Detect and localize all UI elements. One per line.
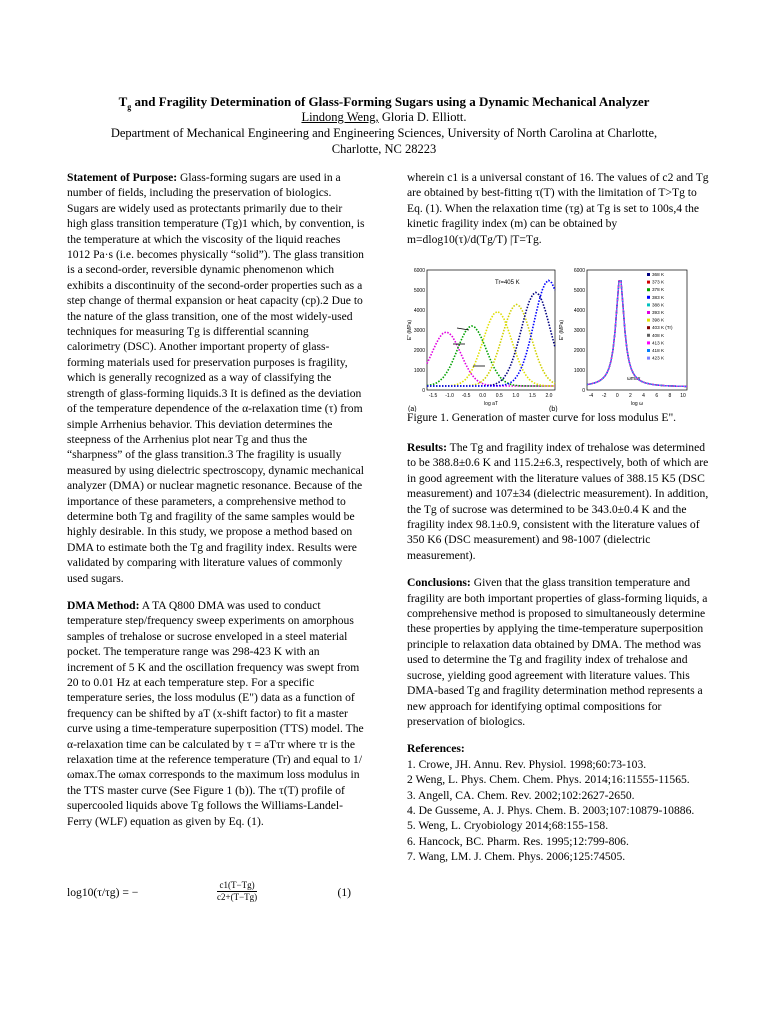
- legend-entry: 398 K: [652, 317, 665, 323]
- panel-a-xtick: -0.5: [461, 393, 471, 399]
- panel-b-xtick: 6: [655, 393, 659, 399]
- panel-b-ytick: 0: [582, 388, 585, 394]
- panel-a-ytick: 4000: [413, 308, 425, 314]
- panel-a-xtick: 0.5: [495, 393, 503, 399]
- panel-a-ytick: 0: [422, 388, 425, 394]
- author-line: [40, 110, 728, 125]
- panel-a-xtick: 2.0: [545, 393, 553, 399]
- legend-entry: 378 K: [652, 287, 665, 293]
- dma-heading: DMA Method:: [67, 598, 140, 612]
- panel-a-ytick: 3000: [413, 328, 425, 334]
- references-list: [407, 757, 710, 865]
- panel-b-xtick: 8: [668, 393, 672, 399]
- panel-a-xtick: 1.5: [528, 393, 536, 399]
- panel-b-ylabel: E" (MPa): [559, 319, 565, 341]
- legend-marker: [647, 341, 650, 344]
- legend-marker: [647, 296, 650, 299]
- right-column-lower: [407, 440, 710, 865]
- panel-b-xtick: 0: [615, 393, 619, 399]
- right-column: [407, 170, 710, 259]
- references-section: [407, 741, 710, 864]
- continuation-paragraph: wherein c1 is a universal constant of 16. The values of c2 and Tg are obtained by best-fitting τ(T) with the limitation of T>Tg to Eq. (1). When the relaxation time (τg) at Tg is set to 100s,4 the kinetic fragility index (m) can be obtained by m=dlog10(τ)/d(Tg/T) |T=Tg.: [407, 171, 709, 246]
- left-column: [67, 170, 365, 841]
- legend-entry: 368 K: [652, 272, 665, 277]
- panel-a-xtick: -1.5: [428, 393, 438, 399]
- conclusions-text: Given that the glass transition temperature and fragility are both important properties of glass-forming liquids, a comprehensive method is proposed to simultaneously determine these properties by applying the time-temperature superposition principle to relaxation data obtained by DMA. The method was used to determine the Tg and fragility index of trehalose and sucrose, yielding good agreement with literature values. This DMA-based Tg and fragility determination method represents a new approach for identifying optimal compositions for preservation of biologics.: [407, 576, 708, 728]
- panel-b-xtick: -4: [588, 393, 594, 399]
- panel-a-ytick: 2000: [413, 348, 425, 354]
- legend-entry: 403 K (Tr): [652, 325, 673, 331]
- results-text: The Tg and fragility index of trehalose was determined to be 388.8±0.6 K and 115.2±6.3, respectively, both of which are in good agreement with the literature values of 388.15 K5 (DSC measurement) and 107±34 (dielectric measurement). In addition, the Tg of sucrose was determined to be 343.0±0.4 K and the fragility index 98.1±0.9, consistent with the literature values of 350 K6 (DSC measurement) and 98-1007 (dielectric measurement).: [407, 441, 709, 562]
- reference-item: 6. Hancock, BC. Pharm. Res. 1995;12:799-806.: [407, 834, 629, 848]
- panel-a-ytick: 6000: [413, 268, 425, 274]
- legend-marker: [647, 281, 650, 284]
- equation-denominator: c2+(T−Tg): [217, 892, 258, 902]
- results-heading: Results:: [407, 441, 447, 454]
- panel-b-xtick: 4: [642, 393, 645, 399]
- equation-lhs: log10(τ/τg) = −: [67, 886, 139, 899]
- reference-item: 2 Weng, L. Phys. Chem. Chem. Phys. 2014;16:11555-11565.: [407, 773, 690, 787]
- title-t: T: [118, 94, 128, 109]
- legend-entry: 383 K: [652, 294, 665, 300]
- legend-marker: [647, 303, 650, 306]
- results-paragraph: [407, 440, 710, 563]
- dma-paragraph: [67, 598, 365, 829]
- panel-b-xtick: -2: [601, 393, 607, 399]
- panel-b-xtick: 2: [629, 393, 632, 399]
- panel-a-xtick: 1.0: [512, 393, 520, 399]
- references-heading: References:: [407, 742, 465, 756]
- panel-b-xtick: 10: [680, 393, 686, 399]
- panel-b-label: (b): [549, 406, 558, 412]
- legend-marker: [647, 326, 650, 329]
- panel-a-xtick: 0.0: [479, 393, 487, 399]
- panel-a-ytick: 1000: [413, 368, 425, 374]
- reference-item: 3. Angell, CA. Chem. Rev. 2002;102:2627-2650.: [407, 788, 635, 802]
- reference-item: 1. Crowe, JH. Annu. Rev. Physiol. 1998;60:73-103.: [407, 757, 647, 771]
- conclusions-paragraph: [407, 575, 710, 729]
- panel-b-ytick: 3000: [573, 328, 585, 334]
- legend-marker: [647, 319, 650, 322]
- legend-marker: [647, 349, 650, 352]
- dma-text: A TA Q800 DMA was used to conduct temperature step/frequency sweep experiments on amorphous samples of trehalose or sucrose enveloped in a steel material pocket. The temperature range was 298-423 K with an increment of 5 K and the oscillation frequency was swept from 20 to 0.01 Hz at each temperature step. For a specific temperature series, the loss modulus (E") data as a function of frequency can be shifted by aT (x-shift factor) to fit a master curve using a time-temperature superposition (TTS) model. The α-relaxation time can be calculated by τ = aTτr where τr is the relaxation time at the reference temperature (Tr) and equal to 1/ωmax.The ωmax corresponds to the maximum loss modulus in the TTS master curve (See Figure 1 (b)). The τ(T) profile of supercooled liquids above Tg follows the Williams-Landel-Ferry (WLF) equation as given by Eq. (1).: [67, 598, 364, 828]
- author-secondary: Gloria D. Elliott.: [378, 110, 467, 124]
- affiliation-city: Charlotte, NC 28223: [331, 142, 437, 156]
- equation-number: (1): [337, 886, 351, 899]
- legend-entry: 408 K: [652, 332, 665, 338]
- legend-entry: 393 K: [652, 310, 665, 315]
- panel-a-ylabel: E" (MPa): [407, 319, 413, 341]
- panel-b-xlabel: log ω: [631, 401, 643, 407]
- panel-b-annotation: ωmax: [627, 376, 641, 382]
- title-sub: g: [127, 102, 132, 112]
- legend-entry: 388 K: [652, 302, 665, 308]
- figure-caption: Figure 1. Generation of master curve for loss modulus E".: [407, 411, 677, 424]
- legend-marker: [647, 273, 650, 276]
- panel-b-ytick: 4000: [573, 308, 585, 314]
- legend-entry: 373 K: [652, 279, 665, 285]
- legend-marker: [647, 334, 650, 337]
- title-rest: and Fragility Determination of Glass-Forming Sugars using a Dynamic Mechanical Analyzer: [131, 94, 650, 109]
- author-primary: Lindong Weng,: [301, 110, 379, 124]
- paper-title: [40, 94, 728, 112]
- panel-a-ytick: 5000: [413, 288, 425, 294]
- purpose-heading: Statement of Purpose:: [67, 171, 178, 184]
- equation-numerator: c1(T−Tg): [217, 880, 257, 892]
- panel-b-ytick: 5000: [573, 288, 585, 294]
- legend-marker: [647, 311, 650, 314]
- legend-entry: 413 K: [652, 340, 665, 346]
- conclusions-heading: Conclusions:: [407, 576, 471, 590]
- purpose-text: Glass-forming sugars are used in a number of fields, including the preservation of biologics. Sugars are widely used as protectants primarily due to their high glass transition temperature (Tg)1 which, by convention, is the temperature at which the viscosity of the liquid reaches 1012 Pa·s (i.e. becomes physically “solid”). The glass transition is a second-order, reversible dynamic phenomenon which exhibits a discontinuity of the second-order properties such as a step change of thermal expansion or heat capacity (cp).2 Due to the nature of the glass transition, one of the most widely-used techniques for measuring Tg is differential scanning calorimetry (DSC). Another important property of glass-forming materials used for preservation purposes is fragility, which is generally recognized as a way of classifying the strength of glass-forming liquids.3 It is defined as the deviation of the temperature dependence of the α-relaxation time (τ) from simple Arrhenius behavior. This deviation determines the steepness of the Arrhenius plot near Tg and thus the “sharpness” of the glass transition.3 The fragility is usually measured by using dielectric spectroscopy, dynamic mechanical analyzer (DMA) or nuclear magnetic resonance. Because of the importance of these parameters, a comprehensive method to determine both Tg and fragility of the same samples would be highly desirable. In this study, we propose a method based on DMA to estimate both the Tg and fragility index. Results were validated by comparing with literature values of commonly used sugars.: [67, 171, 365, 585]
- reference-item: 5. Weng, L. Cryobiology 2014;68:155-158.: [407, 819, 609, 833]
- purpose-paragraph: [67, 170, 365, 586]
- legend-entry: 423 K: [652, 355, 665, 361]
- affiliation: Department of Mechanical Engineering and Engineering Sciences, University of North Carolina at Charlotte,: [110, 126, 658, 140]
- panel-b-ytick: 2000: [573, 348, 585, 354]
- figure-1: [405, 266, 715, 412]
- panel-a-xlabel: log aT: [484, 401, 498, 407]
- legend-marker: [647, 288, 650, 291]
- panel-b-ytick: 1000: [573, 368, 585, 374]
- figure-1-graphic: [405, 266, 715, 412]
- panel-a-xtick: -1.0: [445, 393, 454, 399]
- legend-entry: 418 K: [652, 348, 665, 353]
- panel-b-ytick: 6000: [573, 268, 585, 274]
- reference-item: 4. De Gusseme, A. J. Phys. Chem. B. 2003;107:10879-10886.: [407, 803, 695, 817]
- reference-item: 7. Wang, LM. J. Chem. Phys. 2006;125:74505.: [407, 850, 626, 864]
- legend-marker: [647, 357, 650, 360]
- equation-fraction: [217, 880, 257, 903]
- panel-a-annotation: Tr=405 K: [495, 280, 520, 286]
- wlf-equation: [67, 880, 365, 910]
- panel-a-label: (a): [408, 406, 417, 412]
